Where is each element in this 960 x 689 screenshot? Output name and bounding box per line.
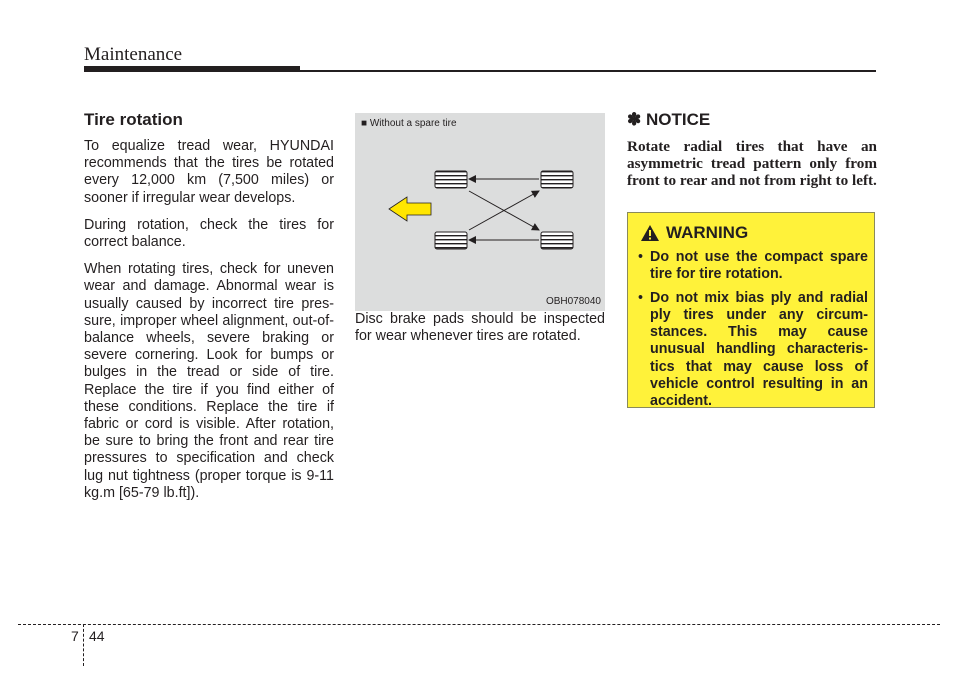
figure-caption: ■ Without a spare tire — [361, 118, 457, 129]
tire-rear-left-icon — [435, 232, 467, 249]
paragraph: Disc brake pads should be inspected for wear whenever tires are rotated. — [355, 311, 605, 345]
middle-column — [355, 113, 605, 355]
tire-rear-right-icon — [541, 232, 573, 249]
warning-list — [638, 249, 868, 417]
warning-title: WARNING — [666, 223, 749, 242]
left-column — [84, 110, 334, 512]
header-rule-thick — [84, 66, 300, 72]
notice-title: ✽ NOTICE — [627, 110, 711, 129]
paragraph: When rotating tires, check for uneven wear and damage. Abnormal wear is usually caused by incorrect tire pressure, improper wheel alignment, out-of-balance wheels, severe braking or severe cornering. Look for bumps or bulges in the tread or side of tire. Replace the tire if you find either of these conditions. Replace the tire if fabric or cord is visible. After rotation, be sure to bring the front and rear tire pressures to specification and check lug nut tightness (proper torque is 9-11 kg.m [65-79 lb.ft]). — [84, 261, 334, 501]
header-rule-thin — [300, 70, 876, 72]
tire-front-right-icon — [541, 171, 573, 188]
notice-text: Rotate radial tires that have an asymmetric tread pattern only from front to rear and not from right to left. — [627, 138, 877, 189]
warning-header — [640, 223, 748, 243]
paragraph: During rotation, check the tires for correct balance. — [84, 216, 334, 251]
tire-rotation-diagram — [355, 113, 605, 311]
footer-rule — [18, 624, 940, 625]
warning-item: • Do not use the compact spare tire for tire rotation. — [638, 249, 868, 283]
section-title: Tire rotation — [84, 110, 183, 129]
tire-front-left-icon — [435, 171, 467, 188]
header-title: Maintenance — [84, 44, 183, 65]
paragraph: To equalize tread wear, HYUNDAI recommends that the tires be rotated every 12,000 km (7,500 miles) or sooner if irregular wear develops. — [84, 138, 334, 206]
page-number: 44 — [89, 628, 105, 644]
chapter-number: 7 — [71, 628, 79, 644]
figure-code: OBH078040 — [545, 296, 601, 307]
warning-item: • Do not mix bias ply and radial ply tires under any circumstances. This may cause unusual handling characteristics that may cause loss of vehicle control resulting in an accident. — [638, 289, 868, 410]
right-column — [627, 110, 877, 189]
warning-box — [627, 212, 875, 408]
forward-arrow-icon — [389, 197, 431, 221]
warning-triangle-icon — [640, 224, 660, 242]
tire-rotation-figure — [355, 113, 605, 311]
footer-divider — [83, 624, 84, 666]
